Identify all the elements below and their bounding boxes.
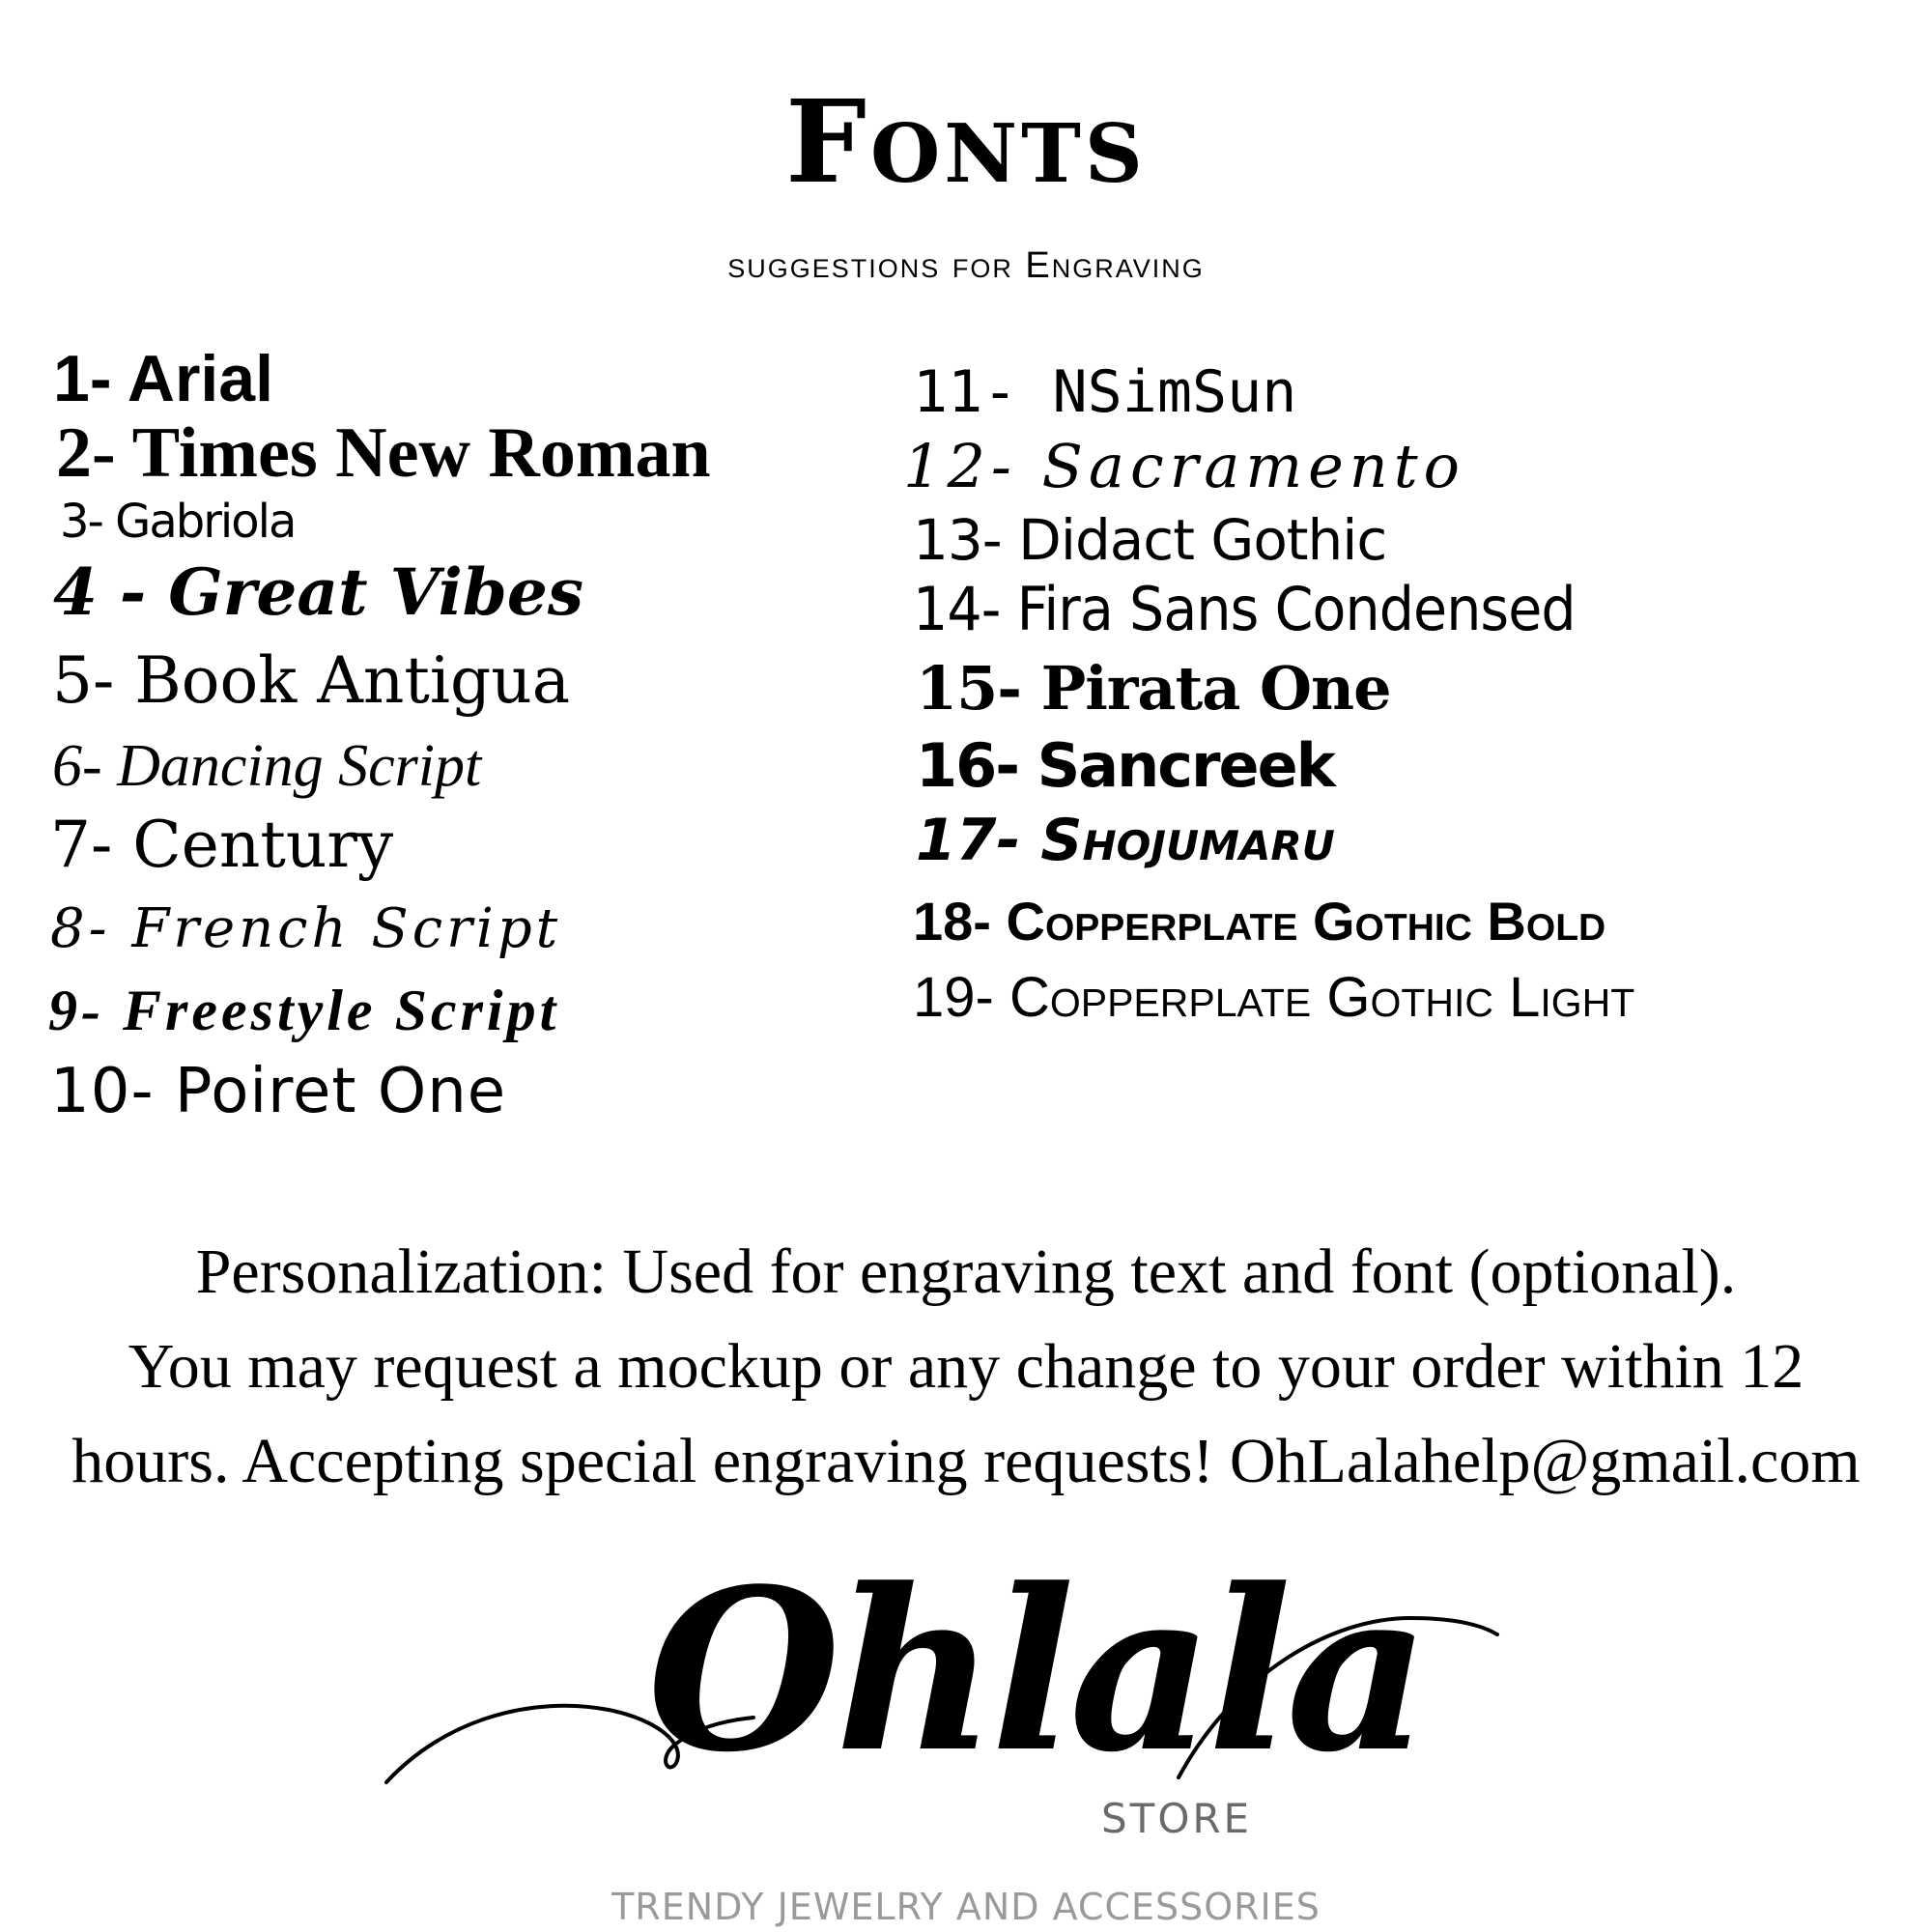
logo-store-text: STORE — [1101, 1795, 1253, 1842]
font-item-copperplate-gothic-bold: 18- Copperplate Gothic Bold — [913, 891, 1606, 952]
font-item-sacramento: 12- Sacramento — [903, 431, 1465, 501]
font-item-sancreek: 16- Sancreek — [916, 730, 1334, 801]
font-item-pirata-one: 15- Pirata One — [916, 653, 1391, 724]
font-item-french-script: 8- French Script — [50, 897, 562, 960]
personalization-description — [0, 1225, 1932, 1509]
font-item-arial: 1- Arial — [53, 342, 274, 415]
font-item-book-antigua: 5- Book Antigua — [52, 643, 571, 718]
description-line-3: hours. Accepting special engraving requests! OhLalahelp@gmail.com — [71, 1426, 1861, 1496]
page-title: Fonts — [785, 74, 1147, 209]
description-line-2: You may request a mockup or any change to your order within 12 — [128, 1331, 1804, 1402]
store-logo — [367, 1526, 1565, 1893]
font-item-didact-gothic: 13- Didact Gothic — [913, 507, 1387, 573]
page-subtitle: suggestions for Engraving — [727, 245, 1205, 286]
font-item-shojumaru: 17- Shojumaru — [916, 807, 1335, 874]
font-item-poiret-one: 10- Poiret One — [50, 1056, 507, 1127]
font-item-times-new-roman: 2- Times New Roman — [56, 413, 711, 493]
font-item-freestyle-script: 9- Freestyle Script — [48, 979, 560, 1042]
font-item-century: 7- Century — [50, 808, 394, 882]
logo-script-text: Ohlala — [647, 1541, 1425, 1802]
description-line-1: Personalization: Used for engraving text and font (optional). — [195, 1236, 1737, 1307]
font-item-fira-sans-condensed: 14- Fira Sans Condensed — [913, 574, 1576, 644]
store-tagline: TRENDY JEWELRY AND ACCESSORIES — [611, 1886, 1321, 1928]
font-item-great-vibes: 4 - Great Vibes — [53, 554, 584, 630]
font-item-dancing-script: 6- Dancing Script — [52, 733, 482, 799]
font-item-gabriola: 3- Gabriola — [60, 495, 296, 549]
font-item-nsimsun: 11- NSimSun — [913, 358, 1297, 426]
font-item-copperplate-gothic-light: 19- Copperplate Gothic Light — [913, 966, 1635, 1029]
